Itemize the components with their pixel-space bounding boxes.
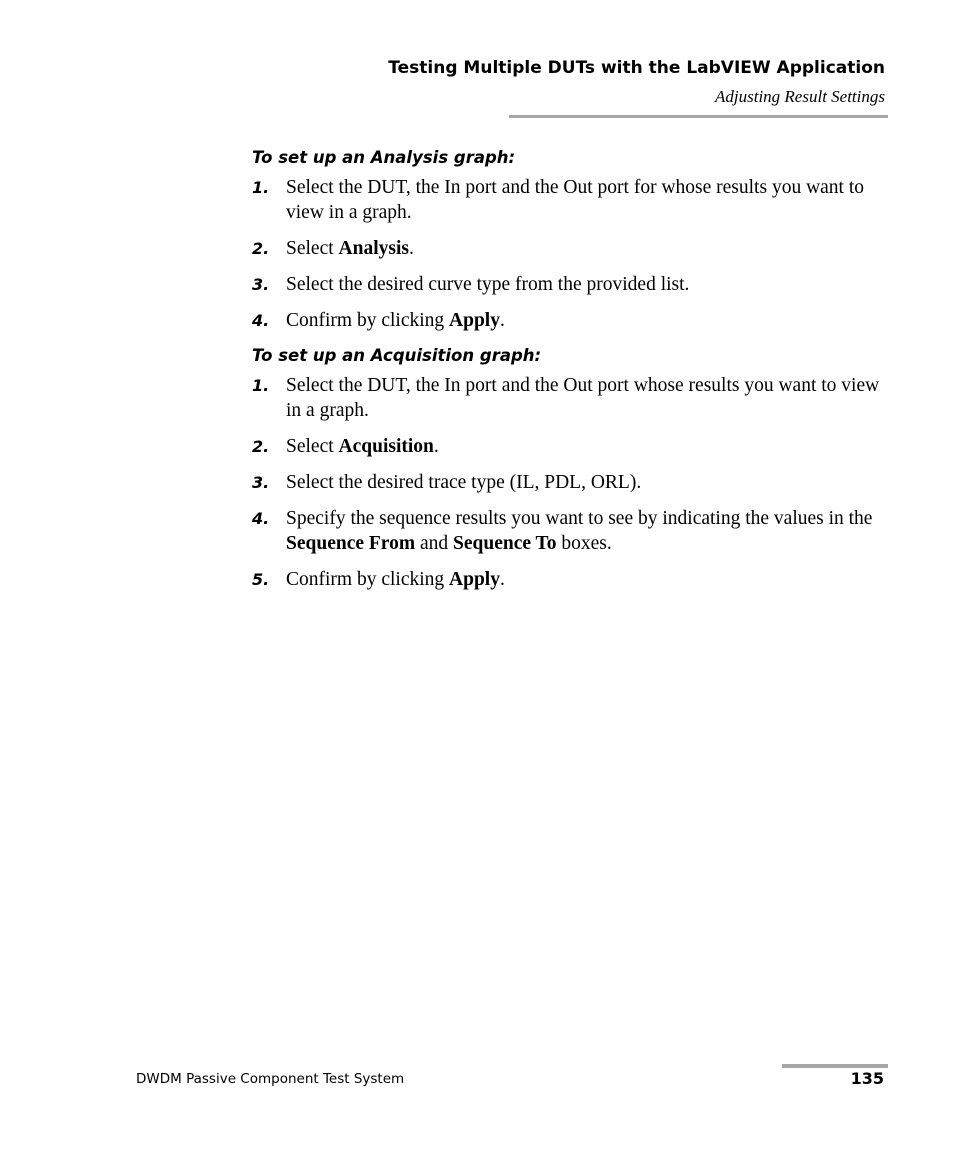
step-number: 4. <box>252 509 270 528</box>
step-number: 3. <box>252 473 270 492</box>
step-number: 4. <box>252 311 270 330</box>
step-text: Specify the sequence results you want to see by indicating the values in the Sequence From and Sequence To boxes. <box>286 508 873 554</box>
header-divider <box>509 115 888 118</box>
procedure-analysis <box>252 146 892 333</box>
step-item <box>252 175 892 225</box>
step-text: Confirm by clicking Apply. <box>286 569 505 590</box>
step-text: Select the desired curve type from the provided list. <box>286 274 690 295</box>
step-number: 5. <box>252 570 270 589</box>
step-text: Select Analysis. <box>286 238 414 259</box>
ui-term: Acquisition <box>338 436 434 457</box>
step-number: 2. <box>252 437 270 456</box>
step-item <box>252 567 892 592</box>
ui-term: Analysis <box>338 238 409 259</box>
step-item <box>252 506 892 556</box>
page-number: 135 <box>850 1069 884 1088</box>
step-text: Select the DUT, the In port and the Out port whose results you want to view in a graph. <box>286 375 880 421</box>
step-item <box>252 308 892 333</box>
procedure-heading: To set up an Analysis graph: <box>252 148 516 167</box>
ui-term: Apply <box>449 310 500 331</box>
step-number: 1. <box>252 178 270 197</box>
step-item <box>252 470 892 495</box>
step-list <box>252 175 892 333</box>
step-item <box>252 272 892 297</box>
procedure-acquisition <box>252 344 892 592</box>
step-item <box>252 373 892 423</box>
procedure-heading: To set up an Acquisition graph: <box>252 346 542 365</box>
ui-term: Sequence From <box>286 533 416 554</box>
step-item <box>252 236 892 261</box>
chapter-title: Testing Multiple DUTs with the LabVIEW Application <box>388 58 885 78</box>
ui-term: Apply <box>449 569 500 590</box>
step-text: Select Acquisition. <box>286 436 439 457</box>
ui-term: Sequence To <box>453 533 557 554</box>
footer-divider <box>782 1064 888 1068</box>
step-text: Confirm by clicking Apply. <box>286 310 505 331</box>
document-title: DWDM Passive Component Test System <box>136 1071 405 1087</box>
step-number: 3. <box>252 275 270 294</box>
section-title: Adjusting Result Settings <box>715 87 885 106</box>
step-list <box>252 373 892 592</box>
step-number: 1. <box>252 376 270 395</box>
step-text: Select the desired trace type (IL, PDL, ORL). <box>286 472 642 493</box>
step-item <box>252 434 892 459</box>
step-text: Select the DUT, the In port and the Out port for whose results you want to view in a graph. <box>286 177 865 223</box>
page-content <box>252 146 892 603</box>
step-number: 2. <box>252 239 270 258</box>
